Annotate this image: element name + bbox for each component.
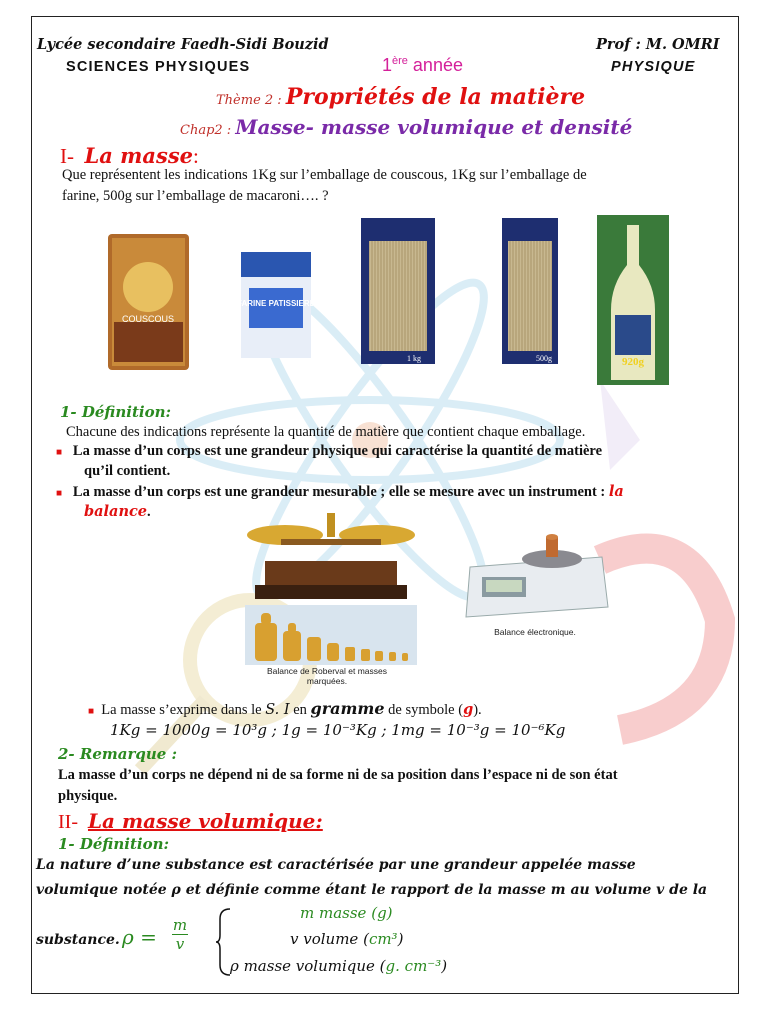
farine-package-image xyxy=(239,250,313,360)
couscous-label: COUSCOUS xyxy=(121,314,175,324)
definition-1-title: 1- Définition: xyxy=(60,403,172,421)
marked-masses-image xyxy=(245,605,417,665)
pasta-500g-image xyxy=(500,216,560,366)
chapter-heading: Chap2 : Masse- masse volumique et densité xyxy=(180,115,633,139)
farine-label: FARINE PATISSIERE xyxy=(239,299,313,308)
definition-2-title: 1- Définition: xyxy=(58,835,170,853)
unit-sentence: ■ La masse s’exprime dans le S. I en gramme de symbole (g). xyxy=(88,699,482,718)
intro-question-line1: Que représentent les indications 1Kg sur l’emballage de couscous, 1Kg sur l’emballage de xyxy=(62,167,587,183)
bullet-mass-measurable-cont: balance. xyxy=(84,503,151,520)
fraction-denominator: v xyxy=(172,934,188,953)
definition-2-line2: volumique notée ρ et définie comme étant le rapport de la masse m au volume v de la xyxy=(36,882,708,898)
electronic-caption: Balance électronique. xyxy=(494,627,576,637)
bullet-icon: ■ xyxy=(88,706,95,717)
oil-bottle-image xyxy=(597,215,669,385)
bullet-icon: ■ xyxy=(56,447,63,458)
electronic-balance-image xyxy=(462,527,610,621)
definition-2-line1: La nature d’une substance est caractérisée par une grandeur appelée masse xyxy=(36,857,636,873)
bullet-icon: ■ xyxy=(56,488,63,499)
physique-label: PHYSIQUE xyxy=(611,59,696,75)
bullet-mass-measurable: ■ La masse d’un corps est une grandeur mesurable ; elle se mesure avec un instrument : la xyxy=(56,483,624,500)
remark-line2: physique. xyxy=(58,788,118,804)
school-name: Lycée secondaire Faedh-Sidi Bouzid xyxy=(37,36,329,53)
rho-fraction xyxy=(172,916,188,953)
definition-1-text: Chacune des indications représente la quantité de matière que contient chaque emballage. xyxy=(66,424,586,440)
roberval-caption: Balance de Roberval et masses marquées. xyxy=(266,666,387,686)
rho-formula-lhs: ρ = xyxy=(122,925,157,949)
teacher-name: Prof : M. OMRI xyxy=(596,36,720,53)
legend-volume: v volume (cm³) xyxy=(290,930,404,948)
legend-density: ρ masse volumique (g. cm⁻³) xyxy=(230,957,448,975)
pasta-1kg-label: 1 kg xyxy=(407,354,421,363)
bullet-mass-physical-cont: qu’il contient. xyxy=(84,463,171,479)
remark-title: 2- Remarque : xyxy=(58,745,178,763)
couscous-package-image xyxy=(106,232,191,372)
bullet-mass-physical: ■ La masse d’un corps est une grandeur physique qui caractérise la quantité de matière xyxy=(56,443,603,459)
theme-heading: Thème 2 : Propriétés de la matière xyxy=(216,84,586,110)
intro-question-line2: farine, 500g sur l’emballage de macaroni…. ? xyxy=(62,188,329,204)
definition-2-line3: substance. xyxy=(36,932,120,948)
remark-line1: La masse d’un corps ne dépend ni de sa forme ni de sa position dans l’espace ni de son état xyxy=(58,767,618,783)
legend-mass: m masse (g) xyxy=(300,904,393,922)
section-1-heading: I- La masse: xyxy=(60,143,199,168)
pasta-500g-label: 500g xyxy=(536,354,552,363)
subject-title: SCIENCES PHYSIQUES xyxy=(66,59,251,75)
pasta-1kg-image xyxy=(359,216,437,366)
oil-bottle-label: 920g xyxy=(622,356,644,368)
fraction-numerator: m xyxy=(172,916,188,934)
section-2-heading: II- La masse volumique: xyxy=(58,809,323,833)
year-label: 1ère année xyxy=(382,55,463,75)
roberval-balance-image xyxy=(245,511,417,605)
unit-conversion-equation: 1Kg = 1000g = 10³g ; 1g = 10⁻³Kg ; 1mg = 10⁻³g = 10⁻⁶Kg xyxy=(110,721,566,739)
